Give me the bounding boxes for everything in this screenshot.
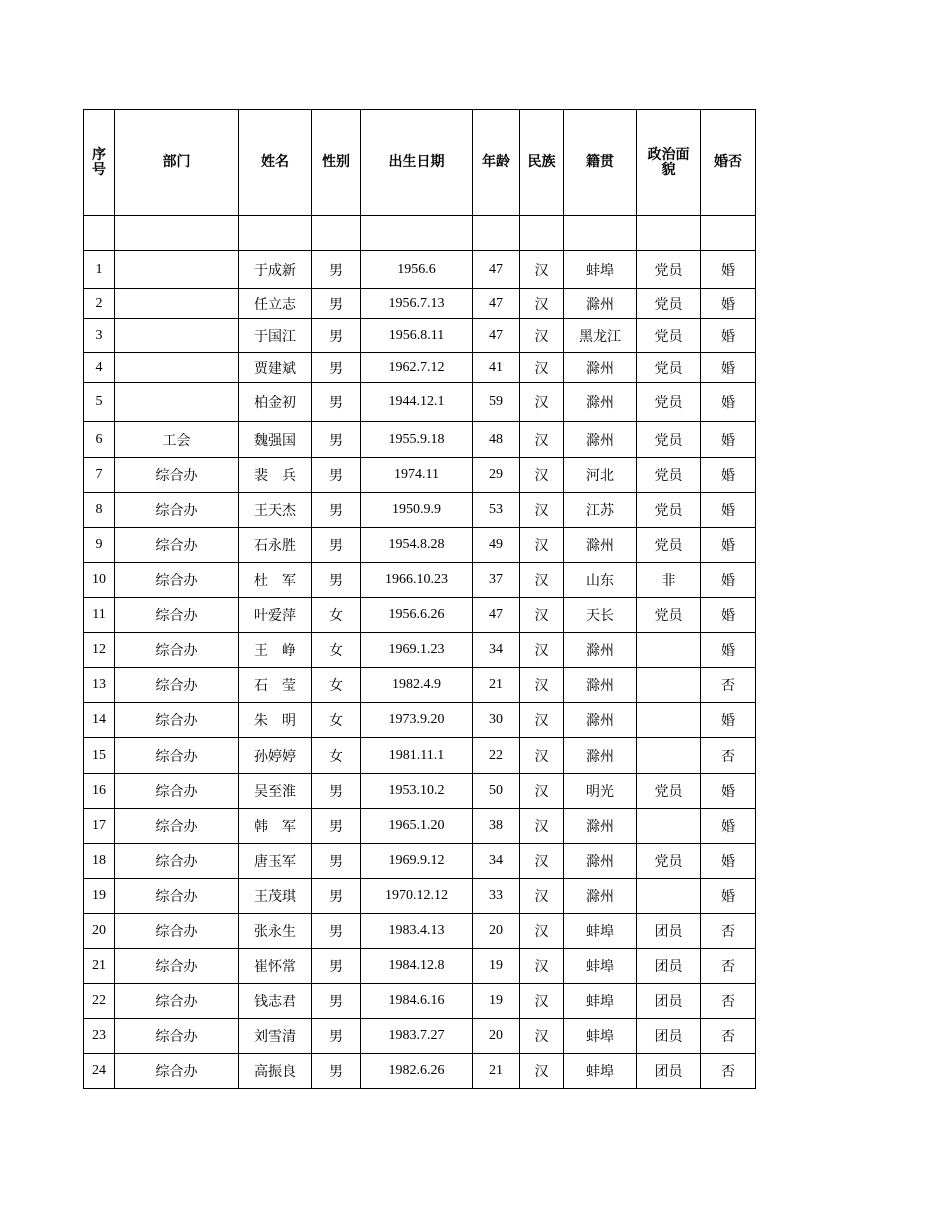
cell-gender: 女	[312, 598, 361, 633]
cell-politics: 党员	[637, 251, 701, 289]
cell-birth: 1966.10.23	[361, 563, 473, 598]
cell-dept: 综合办	[115, 598, 239, 633]
cell-married: 婚	[701, 383, 756, 422]
cell-dept: 综合办	[115, 738, 239, 774]
cell-age: 38	[473, 809, 520, 844]
cell-dept: 综合办	[115, 563, 239, 598]
cell-origin: 蚌埠	[564, 914, 637, 949]
table-row	[84, 598, 756, 633]
cell-age: 47	[473, 319, 520, 353]
table-row	[84, 738, 756, 774]
cell-politics: 团员	[637, 1054, 701, 1089]
cell-politics	[637, 633, 701, 668]
cell-name: 张永生	[239, 914, 312, 949]
cell-age: 53	[473, 493, 520, 528]
cell-married: 婚	[701, 251, 756, 289]
cell-origin: 河北	[564, 458, 637, 493]
cell-origin: 滁州	[564, 528, 637, 563]
cell-origin: 黑龙江	[564, 319, 637, 353]
cell-origin: 滁州	[564, 668, 637, 703]
cell-name: 王茂琪	[239, 879, 312, 914]
cell-origin: 蚌埠	[564, 251, 637, 289]
cell-age: 21	[473, 668, 520, 703]
header-age: 年龄	[473, 110, 520, 216]
cell-politics: 党员	[637, 598, 701, 633]
cell-name: 魏强国	[239, 422, 312, 458]
cell-origin: 蚌埠	[564, 949, 637, 984]
cell-ethnic: 汉	[520, 844, 564, 879]
cell-seq: 8	[84, 493, 115, 528]
cell-gender: 男	[312, 493, 361, 528]
cell-name: 吴至淮	[239, 774, 312, 809]
header-married: 婚否	[701, 110, 756, 216]
cell-married: 否	[701, 1019, 756, 1054]
cell-dept: 综合办	[115, 703, 239, 738]
cell-name: 石 莹	[239, 668, 312, 703]
cell-seq: 24	[84, 1054, 115, 1089]
cell-ethnic: 汉	[520, 422, 564, 458]
cell-ethnic: 汉	[520, 809, 564, 844]
cell-politics: 党员	[637, 774, 701, 809]
cell-origin: 蚌埠	[564, 1019, 637, 1054]
cell-seq: 18	[84, 844, 115, 879]
cell-dept: 综合办	[115, 984, 239, 1019]
cell-gender: 女	[312, 738, 361, 774]
cell-origin: 天长	[564, 598, 637, 633]
cell-name: 刘雪清	[239, 1019, 312, 1054]
cell-gender: 男	[312, 1054, 361, 1089]
cell-birth: 1954.8.28	[361, 528, 473, 563]
table-row	[84, 422, 756, 458]
table-row	[84, 703, 756, 738]
cell-origin: 滁州	[564, 633, 637, 668]
cell-seq: 16	[84, 774, 115, 809]
cell-politics: 党员	[637, 353, 701, 383]
cell-age: 19	[473, 949, 520, 984]
cell-seq: 19	[84, 879, 115, 914]
cell-gender: 男	[312, 984, 361, 1019]
cell-dept: 综合办	[115, 809, 239, 844]
header-name: 姓名	[239, 110, 312, 216]
cell-gender: 男	[312, 353, 361, 383]
cell-seq: 10	[84, 563, 115, 598]
cell-ethnic: 汉	[520, 598, 564, 633]
cell-name: 贾建斌	[239, 353, 312, 383]
cell-birth: 1950.9.9	[361, 493, 473, 528]
cell-politics: 党员	[637, 844, 701, 879]
cell-ethnic: 汉	[520, 319, 564, 353]
cell-politics: 团员	[637, 949, 701, 984]
cell-origin: 蚌埠	[564, 984, 637, 1019]
cell-dept: 综合办	[115, 844, 239, 879]
cell-ethnic: 汉	[520, 984, 564, 1019]
cell-gender: 男	[312, 949, 361, 984]
cell-politics	[637, 809, 701, 844]
cell-origin: 滁州	[564, 383, 637, 422]
cell-name: 任立志	[239, 289, 312, 319]
cell-ethnic: 汉	[520, 289, 564, 319]
table-row	[84, 633, 756, 668]
cell-name: 孙婷婷	[239, 738, 312, 774]
cell-ethnic: 汉	[520, 738, 564, 774]
cell-origin: 山东	[564, 563, 637, 598]
cell-birth: 1956.6	[361, 251, 473, 289]
cell-married: 婚	[701, 458, 756, 493]
cell-birth: 1974.11	[361, 458, 473, 493]
cell-married: 婚	[701, 703, 756, 738]
cell-age: 47	[473, 289, 520, 319]
cell-dept: 综合办	[115, 633, 239, 668]
cell-married: 否	[701, 984, 756, 1019]
cell-age: 19	[473, 984, 520, 1019]
header-gender: 性别	[312, 110, 361, 216]
cell-politics: 团员	[637, 984, 701, 1019]
cell-married: 否	[701, 668, 756, 703]
cell-ethnic: 汉	[520, 251, 564, 289]
cell-married: 否	[701, 949, 756, 984]
cell-age: 30	[473, 703, 520, 738]
table-row	[84, 383, 756, 422]
cell-age: 34	[473, 844, 520, 879]
cell-married: 婚	[701, 598, 756, 633]
table-row	[84, 1019, 756, 1054]
cell-age: 37	[473, 563, 520, 598]
cell-married: 婚	[701, 289, 756, 319]
cell-married: 婚	[701, 528, 756, 563]
cell-gender: 男	[312, 879, 361, 914]
cell-age: 50	[473, 774, 520, 809]
cell-gender: 男	[312, 844, 361, 879]
cell-married: 婚	[701, 353, 756, 383]
table-row	[84, 668, 756, 703]
table-row	[84, 774, 756, 809]
cell-age: 47	[473, 598, 520, 633]
cell-gender: 男	[312, 528, 361, 563]
table-row	[84, 809, 756, 844]
cell-seq: 17	[84, 809, 115, 844]
table-row	[84, 493, 756, 528]
cell-origin: 滁州	[564, 879, 637, 914]
cell-seq: 11	[84, 598, 115, 633]
cell-origin: 江苏	[564, 493, 637, 528]
cell-married: 婚	[701, 493, 756, 528]
cell-name: 叶爱萍	[239, 598, 312, 633]
cell-dept: 综合办	[115, 668, 239, 703]
cell-politics: 党员	[637, 528, 701, 563]
header-birth: 出生日期	[361, 110, 473, 216]
cell-birth: 1973.9.20	[361, 703, 473, 738]
cell-birth: 1984.6.16	[361, 984, 473, 1019]
cell-dept: 综合办	[115, 458, 239, 493]
cell-seq: 21	[84, 949, 115, 984]
cell-birth: 1956.6.26	[361, 598, 473, 633]
cell-dept: 综合办	[115, 879, 239, 914]
cell-origin: 滁州	[564, 844, 637, 879]
cell-politics: 团员	[637, 914, 701, 949]
cell-married: 否	[701, 1054, 756, 1089]
table-row	[84, 1054, 756, 1089]
cell-birth: 1953.10.2	[361, 774, 473, 809]
cell-age: 59	[473, 383, 520, 422]
cell-name: 裴 兵	[239, 458, 312, 493]
cell-politics	[637, 879, 701, 914]
cell-birth: 1970.12.12	[361, 879, 473, 914]
table-row	[84, 949, 756, 984]
cell-politics: 党员	[637, 319, 701, 353]
cell-name: 于成新	[239, 251, 312, 289]
cell-birth: 1956.8.11	[361, 319, 473, 353]
table-body	[84, 216, 756, 1089]
cell-gender: 男	[312, 1019, 361, 1054]
cell-seq: 7	[84, 458, 115, 493]
cell-ethnic: 汉	[520, 879, 564, 914]
cell-name: 石永胜	[239, 528, 312, 563]
cell-name: 朱 明	[239, 703, 312, 738]
cell-married: 否	[701, 738, 756, 774]
cell-ethnic: 汉	[520, 914, 564, 949]
cell-ethnic: 汉	[520, 353, 564, 383]
cell-birth: 1944.12.1	[361, 383, 473, 422]
cell-politics	[637, 668, 701, 703]
cell-age: 41	[473, 353, 520, 383]
table-row	[84, 844, 756, 879]
cell-politics: 党员	[637, 493, 701, 528]
header-politics: 政治面貌	[637, 110, 701, 216]
cell-married: 婚	[701, 774, 756, 809]
cell-age: 21	[473, 1054, 520, 1089]
cell-married: 婚	[701, 633, 756, 668]
cell-name: 王天杰	[239, 493, 312, 528]
cell-dept: 工会	[115, 422, 239, 458]
cell-dept: 综合办	[115, 493, 239, 528]
cell-ethnic: 汉	[520, 633, 564, 668]
header-row	[84, 110, 756, 216]
personnel-table	[83, 109, 756, 1089]
table-row	[84, 289, 756, 319]
cell-dept: 综合办	[115, 1054, 239, 1089]
cell-seq: 5	[84, 383, 115, 422]
cell-gender: 男	[312, 563, 361, 598]
cell-birth: 1965.1.20	[361, 809, 473, 844]
cell-birth: 1982.6.26	[361, 1054, 473, 1089]
cell-origin: 滁州	[564, 738, 637, 774]
table-row	[84, 914, 756, 949]
cell-age: 47	[473, 251, 520, 289]
table-row	[84, 879, 756, 914]
cell-dept: 综合办	[115, 949, 239, 984]
cell-birth: 1982.4.9	[361, 668, 473, 703]
cell-married: 婚	[701, 319, 756, 353]
cell-dept	[115, 289, 239, 319]
blank-row	[84, 216, 756, 251]
cell-seq: 14	[84, 703, 115, 738]
cell-ethnic: 汉	[520, 458, 564, 493]
cell-birth: 1969.9.12	[361, 844, 473, 879]
cell-gender: 男	[312, 319, 361, 353]
table-row	[84, 251, 756, 289]
cell-ethnic: 汉	[520, 383, 564, 422]
cell-age: 20	[473, 1019, 520, 1054]
table-row	[84, 563, 756, 598]
cell-gender: 男	[312, 809, 361, 844]
table-row	[84, 319, 756, 353]
cell-origin: 蚌埠	[564, 1054, 637, 1089]
cell-dept: 综合办	[115, 774, 239, 809]
cell-dept	[115, 319, 239, 353]
cell-seq: 6	[84, 422, 115, 458]
cell-politics: 党员	[637, 289, 701, 319]
header-origin: 籍贯	[564, 110, 637, 216]
cell-ethnic: 汉	[520, 1019, 564, 1054]
table-row	[84, 353, 756, 383]
cell-birth: 1955.9.18	[361, 422, 473, 458]
cell-ethnic: 汉	[520, 528, 564, 563]
cell-politics: 党员	[637, 458, 701, 493]
cell-married: 婚	[701, 422, 756, 458]
cell-name: 于国江	[239, 319, 312, 353]
header-ethnic: 民族	[520, 110, 564, 216]
cell-origin: 滁州	[564, 703, 637, 738]
cell-birth: 1956.7.13	[361, 289, 473, 319]
table-row	[84, 458, 756, 493]
cell-origin: 明光	[564, 774, 637, 809]
cell-name: 韩 军	[239, 809, 312, 844]
cell-age: 22	[473, 738, 520, 774]
cell-gender: 男	[312, 251, 361, 289]
cell-name: 钱志君	[239, 984, 312, 1019]
cell-name: 崔怀常	[239, 949, 312, 984]
cell-dept	[115, 353, 239, 383]
cell-seq: 2	[84, 289, 115, 319]
cell-seq: 1	[84, 251, 115, 289]
cell-seq: 23	[84, 1019, 115, 1054]
cell-seq: 20	[84, 914, 115, 949]
header-dept: 部门	[115, 110, 239, 216]
cell-gender: 男	[312, 458, 361, 493]
cell-birth: 1983.4.13	[361, 914, 473, 949]
cell-seq: 9	[84, 528, 115, 563]
cell-name: 柏金初	[239, 383, 312, 422]
table-row	[84, 528, 756, 563]
cell-seq: 22	[84, 984, 115, 1019]
cell-gender: 男	[312, 422, 361, 458]
cell-origin: 滁州	[564, 289, 637, 319]
cell-origin: 滁州	[564, 353, 637, 383]
cell-age: 33	[473, 879, 520, 914]
cell-ethnic: 汉	[520, 563, 564, 598]
cell-married: 婚	[701, 563, 756, 598]
cell-dept	[115, 251, 239, 289]
cell-seq: 13	[84, 668, 115, 703]
cell-ethnic: 汉	[520, 493, 564, 528]
cell-age: 49	[473, 528, 520, 563]
cell-seq: 15	[84, 738, 115, 774]
cell-ethnic: 汉	[520, 703, 564, 738]
cell-dept: 综合办	[115, 1019, 239, 1054]
cell-ethnic: 汉	[520, 949, 564, 984]
cell-ethnic: 汉	[520, 774, 564, 809]
cell-birth: 1984.12.8	[361, 949, 473, 984]
cell-ethnic: 汉	[520, 1054, 564, 1089]
cell-name: 杜 军	[239, 563, 312, 598]
cell-birth: 1962.7.12	[361, 353, 473, 383]
cell-birth: 1983.7.27	[361, 1019, 473, 1054]
cell-politics: 党员	[637, 383, 701, 422]
cell-married: 婚	[701, 809, 756, 844]
cell-dept: 综合办	[115, 914, 239, 949]
cell-dept	[115, 383, 239, 422]
cell-name: 高振良	[239, 1054, 312, 1089]
cell-politics: 非	[637, 563, 701, 598]
cell-gender: 女	[312, 703, 361, 738]
cell-gender: 男	[312, 914, 361, 949]
cell-birth: 1969.1.23	[361, 633, 473, 668]
cell-name: 王 峥	[239, 633, 312, 668]
cell-gender: 男	[312, 383, 361, 422]
header-seq: 序号	[84, 110, 115, 216]
cell-age: 48	[473, 422, 520, 458]
cell-age: 29	[473, 458, 520, 493]
cell-gender: 女	[312, 633, 361, 668]
cell-dept: 综合办	[115, 528, 239, 563]
cell-origin: 滁州	[564, 422, 637, 458]
cell-name: 唐玉军	[239, 844, 312, 879]
cell-seq: 4	[84, 353, 115, 383]
cell-gender: 女	[312, 668, 361, 703]
cell-age: 34	[473, 633, 520, 668]
cell-married: 婚	[701, 879, 756, 914]
cell-origin: 滁州	[564, 809, 637, 844]
cell-birth: 1981.11.1	[361, 738, 473, 774]
cell-seq: 3	[84, 319, 115, 353]
cell-gender: 男	[312, 289, 361, 319]
cell-politics	[637, 703, 701, 738]
cell-age: 20	[473, 914, 520, 949]
cell-politics	[637, 738, 701, 774]
table-row	[84, 984, 756, 1019]
cell-politics: 党员	[637, 422, 701, 458]
cell-gender: 男	[312, 774, 361, 809]
cell-ethnic: 汉	[520, 668, 564, 703]
cell-politics: 团员	[637, 1019, 701, 1054]
cell-married: 婚	[701, 844, 756, 879]
cell-married: 否	[701, 914, 756, 949]
cell-seq: 12	[84, 633, 115, 668]
